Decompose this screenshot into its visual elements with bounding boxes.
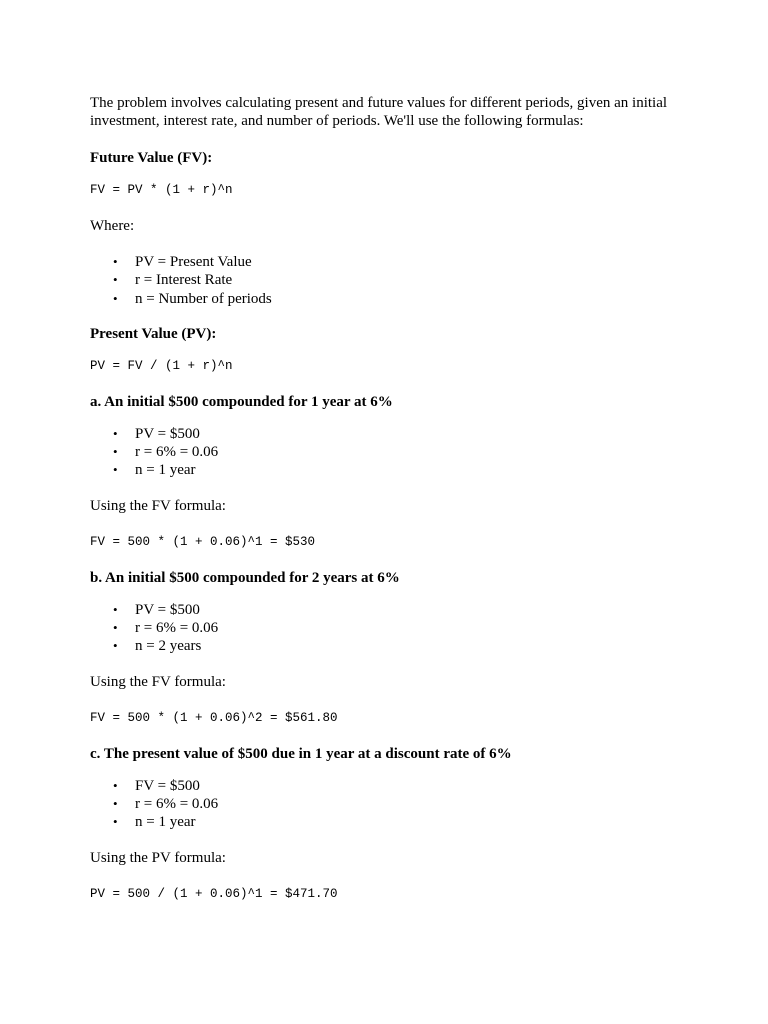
bullet-icon: • <box>113 272 118 288</box>
list-item: • r = Interest Rate <box>113 272 233 289</box>
list-item: • n = 1 year <box>113 814 196 831</box>
list-item: • r = 6% = 0.06 <box>113 620 219 637</box>
bullet-icon: • <box>113 795 118 811</box>
bullet-icon: • <box>113 290 118 306</box>
part-b-using: Using the FV formula: <box>90 673 226 690</box>
fv-heading: Future Value (FV): <box>90 150 213 166</box>
list-item: • FV = $500 <box>113 777 200 794</box>
bullet-icon: • <box>113 814 118 830</box>
bullet-icon: • <box>113 601 118 617</box>
part-c-list <box>90 777 690 832</box>
where-label: Where: <box>90 218 135 234</box>
bullet-icon: • <box>113 444 118 460</box>
part-a-using: Using the FV formula: <box>90 497 226 514</box>
list-item: • PV = $500 <box>113 601 200 618</box>
list-item: • r = 6% = 0.06 <box>113 444 219 461</box>
list-item: • n = 2 years <box>113 638 202 655</box>
list-item: • n = Number of periods <box>113 290 272 307</box>
list-item: • PV = Present Value <box>113 254 252 270</box>
part-b-list <box>90 601 690 656</box>
pv-formula: PV = FV / (1 + r)^n <box>90 358 233 373</box>
bullet-icon: • <box>113 620 118 636</box>
bullet-icon: • <box>113 462 118 478</box>
pv-heading: Present Value (PV): <box>90 325 217 342</box>
where-list <box>90 253 690 308</box>
part-b-formula: FV = 500 * (1 + 0.06)^2 = $561.80 <box>90 710 338 725</box>
fv-formula: FV = PV * (1 + r)^n <box>90 183 233 197</box>
part-a-list <box>90 425 690 480</box>
bullet-icon: • <box>113 638 118 654</box>
document-body <box>90 94 690 921</box>
list-item: • n = 1 year <box>113 462 196 479</box>
part-c-using: Using the PV formula: <box>90 849 226 866</box>
list-item: • r = 6% = 0.06 <box>113 795 219 812</box>
part-a-formula: FV = 500 * (1 + 0.06)^1 = $530 <box>90 534 316 549</box>
list-item: • PV = $500 <box>113 425 200 442</box>
bullet-icon: • <box>113 425 118 441</box>
part-c-heading: c. The present value of $500 due in 1 year at a discount rate of 6% <box>90 745 512 762</box>
intro-paragraph: The problem involves calculating present and future values for different periods, given an initial investment, interest rate, and number of periods. We'll use the following formulas: <box>90 95 668 129</box>
bullet-icon: • <box>113 254 118 269</box>
bullet-icon: • <box>113 777 118 793</box>
part-c-formula: PV = 500 / (1 + 0.06)^1 = $471.70 <box>90 886 338 901</box>
part-a-heading: a. An initial $500 compounded for 1 year at 6% <box>90 393 393 410</box>
part-b-heading: b. An initial $500 compounded for 2 years at 6% <box>90 569 400 586</box>
